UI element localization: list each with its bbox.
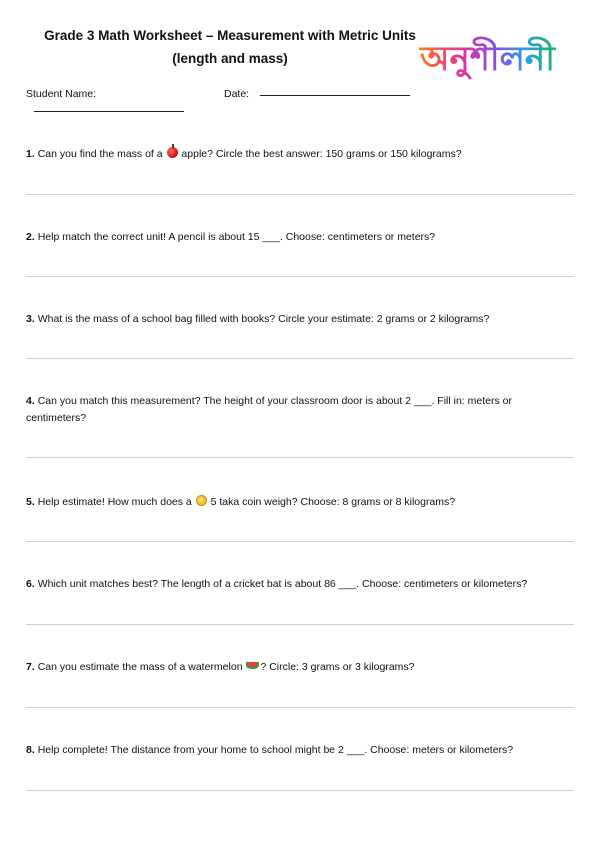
question-7	[26, 659, 556, 676]
worksheet-title: Grade 3 Math Worksheet – Measurement with Metric Units	[44, 28, 416, 43]
question-text: Help estimate! How much does a	[37, 496, 195, 508]
question-number: 7.	[26, 661, 35, 673]
question-number: 1.	[26, 148, 35, 160]
answer-line-1[interactable]	[26, 194, 574, 195]
question-1	[26, 146, 556, 163]
question-number: 3.	[26, 313, 35, 325]
question-number: 2.	[26, 231, 35, 243]
question-text: What is the mass of a school bag filled with books? Circle your estimate: 2 grams or 2 kilograms?	[37, 313, 490, 325]
question-text: Can you estimate the mass of a watermelon	[37, 661, 246, 673]
answer-line-6[interactable]	[26, 624, 574, 625]
question-6	[26, 576, 556, 593]
student-name-label: Student Name:	[26, 88, 97, 100]
question-number: 6.	[26, 578, 35, 590]
student-name-line[interactable]	[34, 111, 184, 112]
question-text: Help match the correct unit! A pencil is about 15 ___. Choose: centimeters or meters?	[37, 231, 436, 243]
question-text: Help complete! The distance from your home to school might be 2 ___. Choose: meters or kilometers?	[37, 744, 514, 756]
question-text: 5 taka coin weigh? Choose: 8 grams or 8 kilograms?	[207, 496, 456, 508]
question-text: ? Circle: 3 grams or 3 kilograms?	[260, 661, 415, 673]
coin-icon	[196, 495, 207, 506]
question-8	[26, 742, 556, 759]
question-text: Can you find the mass of a	[37, 148, 166, 160]
question-number: 5.	[26, 496, 35, 508]
question-text: apple? Circle the best answer: 150 grams or 150 kilograms?	[178, 148, 462, 160]
answer-line-8[interactable]	[26, 790, 574, 791]
apple-icon	[167, 147, 178, 158]
date-line[interactable]	[260, 95, 410, 96]
date-label: Date:	[224, 88, 250, 100]
question-number: 8.	[26, 744, 35, 756]
worksheet-subtitle: (length and mass)	[172, 51, 288, 66]
answer-line-7[interactable]	[26, 707, 574, 708]
question-text: Can you match this measurement? The height of your classroom door is about 2 ___. Fill in: meters or centimeters?	[26, 395, 512, 424]
question-4	[26, 393, 526, 427]
watermelon-icon	[246, 662, 259, 669]
answer-line-5[interactable]	[26, 541, 574, 542]
question-5	[26, 494, 556, 511]
answer-line-3[interactable]	[26, 358, 574, 359]
question-2	[26, 229, 556, 246]
answer-line-2[interactable]	[26, 276, 574, 277]
answer-line-4[interactable]	[26, 457, 574, 458]
question-text: Which unit matches best? The length of a cricket bat is about 86 ___. Choose: centimeters or kilometers?	[37, 578, 528, 590]
brand-logo	[418, 36, 580, 80]
question-3	[26, 311, 556, 328]
question-number: 4.	[26, 395, 35, 407]
logo-text: অনুশীলনী	[420, 39, 555, 79]
